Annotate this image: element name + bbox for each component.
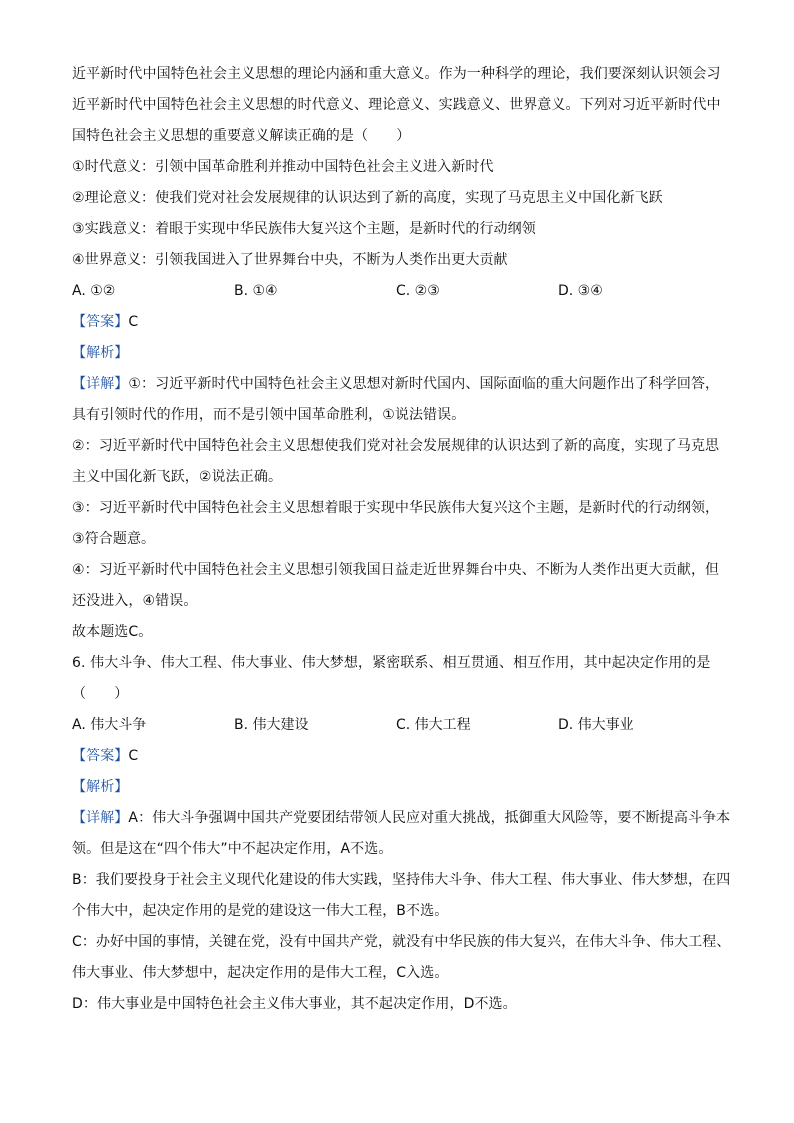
detail-line: 故本题选C。 (72, 624, 153, 640)
option-b: B. ①④ (234, 283, 278, 299)
option-b: B. 伟大建设 (234, 717, 309, 733)
detail-text: ①：习近平新时代中国特色社会主义思想对新时代国内、国际面临的重大问题作出了科学回答， (128, 376, 720, 392)
detail-tag: 【详解】 (72, 376, 129, 392)
detail-line: 主义中国化新飞跃，②说法正确。 (72, 469, 283, 485)
detail-line: 伟大事业、伟大梦想中，起决定作用的是伟大工程，C入选。 (72, 965, 449, 981)
option-a: A. ①② (72, 283, 116, 299)
detail-line: ④：习近平新时代中国特色社会主义思想引领我国日益走近世界舞台中央、不断为人类作出更大贡献，但 (72, 562, 720, 578)
answer-value: C (128, 314, 139, 330)
analysis-tag: 【解析】 (72, 779, 129, 795)
option-d: D. 伟大事业 (558, 717, 634, 733)
option-c: C. 伟大工程 (396, 717, 471, 733)
detail-line: 还没进入，④错误。 (72, 593, 198, 609)
analysis-tag: 【解析】 (72, 345, 129, 361)
question-stem-line: 近平新时代中国特色社会主义思想的理论内涵和重大意义。作为一种科学的理论，我们要深刻认识领会习 (72, 66, 721, 82)
detail-line: D：伟大事业是中国特色社会主义伟大事业，其不起决定作用，D不选。 (72, 996, 517, 1012)
detail-tag: 【详解】 (72, 810, 129, 826)
statement-item: ②理论意义：使我们党对社会发展规律的认识达到了新的高度，实现了马克思主义中国化新飞跃 (72, 190, 663, 206)
detail-line: 领。但是这在“四个伟大”中不起决定作用，A不选。 (72, 841, 393, 857)
statement-item: ④世界意义：引领我国进入了世界舞台中央，不断为人类作出更大贡献 (72, 252, 508, 268)
analysis-line (72, 343, 732, 363)
detail-line (72, 374, 732, 394)
detail-line: ③：习近平新时代中国特色社会主义思想着眼于实现中华民族伟大复兴这个主题，是新时代的行动纲领， (72, 500, 720, 516)
statement-item: ①时代意义：引领中国革命胜利并推动中国特色社会主义进入新时代 (72, 159, 494, 175)
answer-value: C (128, 748, 139, 764)
document-page (72, 64, 732, 1025)
answer-tag: 【答案】 (72, 748, 129, 764)
detail-line: B：我们要投身于社会主义现代化建设的伟大实践，坚持伟大斗争、伟大工程、伟大事业、伟大梦想，在四 (72, 872, 731, 888)
option-d: D. ③④ (558, 283, 603, 299)
question-stem-line: 6. 伟大斗争、伟大工程、伟大事业、伟大梦想，紧密联系、相互贯通、相互作用，其中起决定作用的是 (72, 655, 711, 671)
answer-options (72, 281, 732, 301)
detail-line: ②：习近平新时代中国特色社会主义思想使我们党对社会发展规律的认识达到了新的高度，实现了马克思 (72, 438, 720, 454)
detail-line (72, 808, 732, 828)
detail-line: C：办好中国的事情，关键在党，没有中国共产党，就没有中华民族的伟大复兴，在伟大斗争、伟大工程、 (72, 934, 731, 950)
answer-line (72, 746, 732, 766)
question-stem-line: 近平新时代中国特色社会主义思想的时代意义、理论意义、实践意义、世界意义。下列对习近平新时代中 (72, 97, 721, 113)
answer-options (72, 715, 732, 735)
detail-line: ③符合题意。 (72, 531, 156, 547)
analysis-line (72, 777, 732, 797)
statement-item: ③实践意义：着眼于实现中华民族伟大复兴这个主题，是新时代的行动纲领 (72, 221, 536, 237)
answer-tag: 【答案】 (72, 314, 129, 330)
option-a: A. 伟大斗争 (72, 717, 147, 733)
option-c: C. ②③ (396, 283, 440, 299)
detail-text: A：伟大斗争强调中国共产党要团结带领人民应对重大挑战，抵御重大风险等，要不断提高斗争本 (128, 810, 731, 826)
detail-line: 具有引领时代的作用，而不是引领中国革命胜利，①说法错误。 (72, 407, 466, 423)
detail-line: 个伟大中，起决定作用的是党的建设这一伟大工程，B不选。 (72, 903, 449, 919)
question-stem-line: 国特色社会主义思想的重要意义解读正确的是（ ） (72, 128, 411, 144)
answer-line (72, 312, 732, 332)
question-stem-line: （ ） (72, 686, 129, 702)
